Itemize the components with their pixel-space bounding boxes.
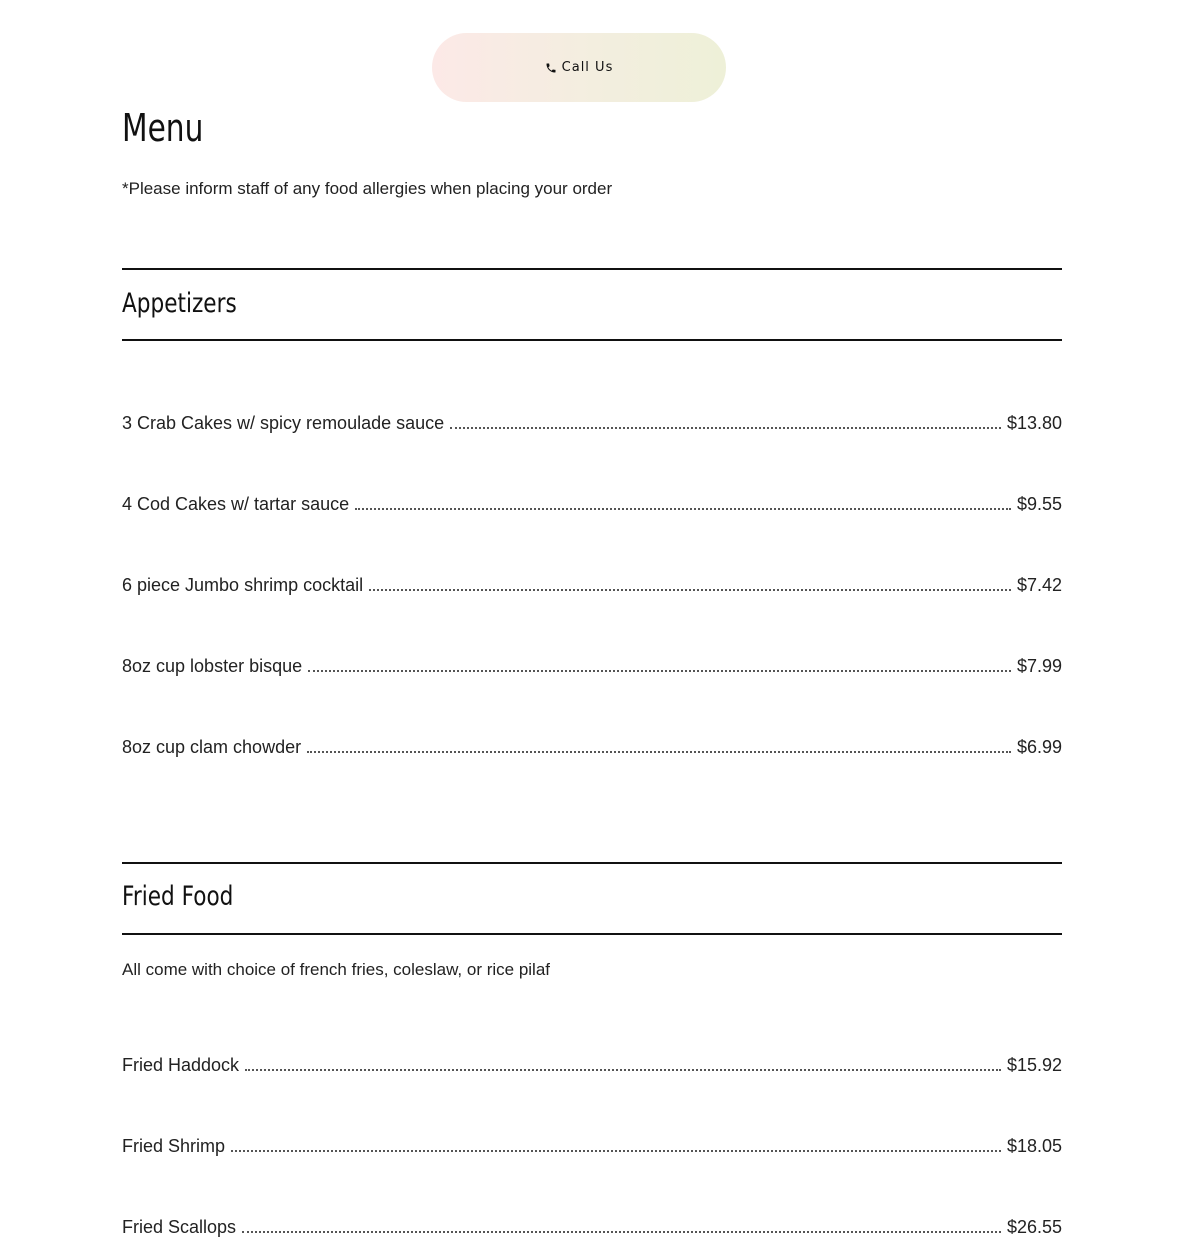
dot-leader	[242, 1231, 1001, 1233]
dot-leader	[450, 427, 1001, 429]
menu-item-price: $26.55	[1006, 1217, 1062, 1237]
menu-item-price: $9.55	[1016, 494, 1062, 514]
menu-item-name: 4 Cod Cakes w/ tartar sauce	[122, 494, 350, 514]
section-description: All come with choice of french fries, coleslaw, or rice pilaf	[122, 960, 551, 979]
dot-leader	[307, 751, 1011, 753]
menu-item	[122, 1136, 1062, 1157]
dot-leader	[369, 589, 1011, 591]
dot-leader	[231, 1150, 1001, 1152]
page-title: Menu	[122, 106, 204, 150]
menu-item	[122, 575, 1062, 596]
section-divider-bottom	[122, 339, 1062, 341]
menu-item	[122, 737, 1062, 758]
section-divider-top	[122, 268, 1062, 270]
menu-item-price: $7.42	[1016, 575, 1062, 595]
menu-item-name: Fried Haddock	[122, 1055, 240, 1075]
menu-item	[122, 1217, 1062, 1238]
menu-item-name: 6 piece Jumbo shrimp cocktail	[122, 575, 364, 595]
phone-icon	[545, 62, 557, 74]
menu-item-name: 3 Crab Cakes w/ spicy remoulade sauce	[122, 413, 445, 433]
call-us-label: Call Us	[561, 60, 614, 75]
menu-item-name: Fried Scallops	[122, 1217, 237, 1237]
menu-item	[122, 1055, 1062, 1076]
section-divider-bottom	[122, 933, 1062, 935]
menu-item-name: 8oz cup lobster bisque	[122, 656, 303, 676]
dot-leader	[355, 508, 1011, 510]
menu-item	[122, 656, 1062, 677]
menu-item-price: $15.92	[1006, 1055, 1062, 1075]
menu-item	[122, 494, 1062, 515]
menu-item-price: $18.05	[1006, 1136, 1062, 1156]
dot-leader	[308, 670, 1011, 672]
dot-leader	[245, 1069, 1001, 1071]
section-divider-top	[122, 862, 1062, 864]
menu-item-price: $13.80	[1006, 413, 1062, 433]
menu-item-price: $6.99	[1016, 737, 1062, 757]
allergy-note: *Please inform staff of any food allergies when placing your order	[122, 179, 613, 198]
menu-item-price: $7.99	[1016, 656, 1062, 676]
menu-item-name: 8oz cup clam chowder	[122, 737, 302, 757]
section-title-fried-food: Fried Food	[122, 881, 234, 912]
section-title-appetizers: Appetizers	[122, 288, 237, 319]
menu-item	[122, 413, 1062, 434]
call-us-button[interactable]	[432, 33, 726, 102]
clipped-header-fragment	[0, 0, 1183, 4]
menu-item-name: Fried Shrimp	[122, 1136, 226, 1156]
